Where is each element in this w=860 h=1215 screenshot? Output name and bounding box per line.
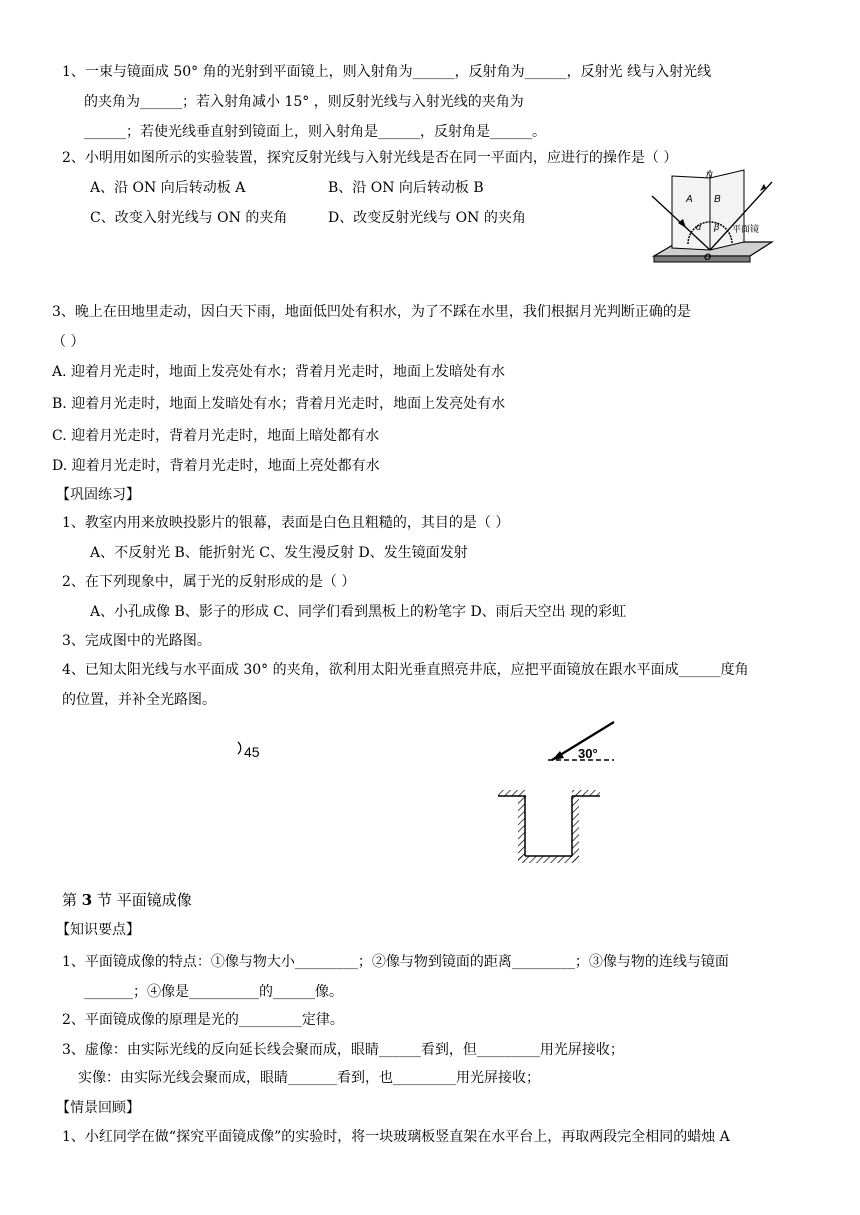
practice-q2-stem: 2、在下列现象中，属于光的反射形成的是（ ） bbox=[62, 574, 356, 590]
practice-q1-stem: 1、教室内用来放映投影片的银幕，表面是白色且粗糙的，其目的是（ ） bbox=[62, 515, 510, 531]
section-title-number: 3 bbox=[81, 891, 93, 909]
label-n: N bbox=[706, 170, 713, 180]
section-title bbox=[62, 890, 192, 910]
q2-option-c: C、改变入射光线与 ON 的夹角 bbox=[90, 210, 288, 226]
q3-option-d: D. 迎着月光走时，背着月光走时，地面上亮处都有水 bbox=[52, 458, 380, 474]
practice-q4-line1: 4、已知太阳光线与水平面成 30° 的夹角，欲利用太阳光垂直照亮井底，应把平面镜放在跟水平面成______度角 bbox=[62, 662, 749, 678]
review-heading: 【情景回顾】 bbox=[56, 1100, 140, 1116]
practice-q1-options: A、不反射光 B、能折射光 C、发生漫反射 D、发生镜面发射 bbox=[90, 545, 468, 561]
knowledge-2: 2、平面镜成像的原理是光的_________定律。 bbox=[62, 1012, 344, 1028]
q2-option-a: A、沿 ON 向后转动板 A bbox=[90, 180, 246, 196]
knowledge-1-line2: _______；④像是__________的______像。 bbox=[84, 984, 343, 1000]
label-mirror: 平面镜 bbox=[732, 224, 760, 234]
q2-option-d: D、改变反射光线与 ON 的夹角 bbox=[328, 210, 526, 226]
well-sunlight-figure bbox=[490, 718, 620, 873]
section-title-text: 节 平面镜成像 bbox=[92, 891, 192, 909]
reflection-apparatus-figure bbox=[648, 168, 778, 273]
review-1: 1、小红同学在做“探究平面镜成像”的实验时，将一块玻璃板竖直架在水平台上，再取两段完全相同的蜡烛 A bbox=[62, 1129, 730, 1145]
q1-line1: 1、一束与镜面成 50° 角的光射到平面镜上，则入射角为______，反射角为______，反射光 线与入射光线 bbox=[62, 64, 712, 80]
knowledge-heading: 【知识要点】 bbox=[56, 922, 140, 938]
label-o: O bbox=[704, 252, 712, 262]
knowledge-3-line2: 实像：由实际光线会聚而成，眼睛_______看到，也_________用光屏接收； bbox=[78, 1070, 540, 1086]
label-b: B bbox=[714, 194, 721, 205]
q3-option-b: B. 迎着月光走时，地面上发暗处有水；背着月光走时，地面上发亮处有水 bbox=[52, 396, 506, 412]
q3-line1: 3、晚上在田地里走动，因白天下雨，地面低凹处有积水，为了不踩在水里，我们根据月光判断正确的是 bbox=[52, 304, 691, 320]
label-beta: β bbox=[714, 222, 720, 232]
practice-q4-line2: 的位置，并补全光路图。 bbox=[62, 692, 216, 708]
q3-line2: （ ） bbox=[52, 334, 85, 350]
angle-30-label: 30° bbox=[578, 746, 598, 761]
knowledge-3-line1: 3、虚像：由实际光线的反向延长线会聚而成，眼睛______看到，但_________用光屏接收； bbox=[62, 1042, 624, 1058]
q3-option-c: C. 迎着月光走时，背着月光走时，地面上暗处都有水 bbox=[52, 428, 380, 444]
practice-heading: 【巩固练习】 bbox=[56, 487, 140, 503]
practice-q3: 3、完成图中的光路图。 bbox=[62, 633, 211, 649]
label-alpha: α bbox=[696, 222, 702, 232]
q2-option-b: B、沿 ON 向后转动板 B bbox=[328, 180, 484, 196]
q1-line3: ______；若使光线垂直射到镜面上，则入射角是______，反射角是______。 bbox=[84, 124, 546, 140]
q3-option-a: A. 迎着月光走时，地面上发亮处有水；背着月光走时，地面上发暗处有水 bbox=[52, 364, 506, 380]
section-title-prefix: 第 bbox=[62, 891, 82, 909]
knowledge-1-line1: 1、平面镜成像的特点：①像与物大小_________；②像与物到镜面的距离_________；③像与物的连线与镜面 bbox=[62, 954, 729, 970]
angle-45-label: 45 bbox=[244, 744, 260, 760]
q1-line2: 的夹角为______；若入射角减小 15° ，则反射光线与入射光线的夹角为 bbox=[84, 94, 524, 110]
angle-45-figure bbox=[228, 738, 288, 768]
practice-q2-options: A、小孔成像 B、影子的形成 C、同学们看到黑板上的粉笔字 D、雨后天空出 现的彩虹 bbox=[90, 604, 627, 620]
q2-stem: 2、小明用如图所示的实验装置，探究反射光线与入射光线是否在同一平面内，应进行的操作是（ ） bbox=[62, 150, 678, 166]
label-a: A bbox=[686, 194, 693, 205]
